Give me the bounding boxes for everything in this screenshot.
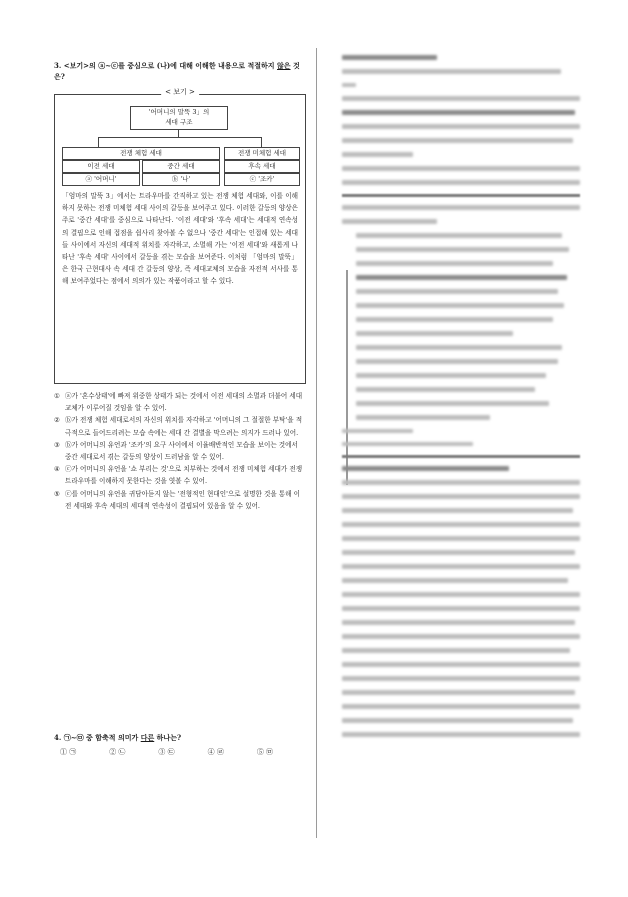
diagram-leaf-me: ⓑ '나' [142,173,220,186]
left-column [54,60,306,512]
diagram-group-war-unexperienced: 전쟁 미체험 세대 [224,147,300,160]
choice-4[interactable]: ④ ⓒ가 어머니의 유언을 '쇼 부리는 것'으로 치부하는 것에서 전쟁 미체험 세대가 전쟁 트라우마를 이해하지 못한다는 것을 엿볼 수 있어. [54,465,303,486]
q4-option-5[interactable]: ⑤ ㉤ [256,748,274,756]
choice-1[interactable]: ① ⓐ가 '혼수상태'에 빠져 위중한 상태가 되는 것에서 이전 세대의 소멸과 더불어 세대교체가 이루어질 것임을 알 수 있어. [54,392,303,413]
choice-2[interactable]: ② ⓑ가 전쟁 체험 세대로서의 자신의 위치를 자각하고 '어머니의 그 절절한 부탁'을 적극적으로 들어드리려는 모습 속에는 세대 간 결별을 막으려는 의지가 드러나 있어. [54,416,303,437]
diagram-leaf-nephew: ⓒ '조카' [224,173,300,186]
right-column-blurred [342,55,580,746]
q4-option-4[interactable]: ④ ㉣ [207,748,224,756]
column-divider [316,48,317,838]
diagram-sub-following: 후속 세대 [224,160,300,173]
q4-option-3[interactable]: ③ ㉢ [158,748,175,756]
q4-option-1[interactable]: ① ㉠ [60,748,77,756]
bogi-text: 「엄마의 말뚝 3」에서는 트라우마를 간직하고 있는 전쟁 체험 세대와, 이를 이해하지 못하는 전쟁 미체험 세대 사이의 갈등을 보여주고 있다. 이러한 갈등의 양상은 주로 '중간 세대'를 중심으로 나타난다. '이전 세대'와 '후속 세대'는 세대적 연속성의 결핍으로 인해 접점을 쉽사리 찾아볼 수 없으나 '중간 세대'는 인접해 있는 세대들 사이에서 자신의 세대적 위치를 자각하고, 소멸해 가는 '이전 세대'와 새롭게 나타난 '후속 세대' 사이에서 갈등을 겪는 모습을 보여준다. 이처럼 「엄마의 말뚝」은 한국 근현대사 속 세대 간 갈등의 양상, 즉 세대교체의 모습을 자전적 서사를 통해 보여주었다는 점에서 의의가 있는 작품이라고 할 수 있다. [62,192,298,286]
bogi-box [54,88,306,384]
question-4-title: 4. ㉠~㉤ 중 함축적 의미가 다른 하나는? [54,733,182,742]
diagram-leaf-mother: ⓐ '어머니' [62,173,140,186]
choice-5[interactable]: ⑤ ⓒ를 어머니의 유언을 귀담아듣지 않는 '전형적인 현대인'으로 설명한 것을 통해 이전 세대와 후속 세대의 세대적 연속성이 결핍되어 있음을 알 수 있어. [54,489,301,510]
question-4 [54,732,306,758]
diagram-root-node: '어머니의 말뚝 3」의 세대 구조 [130,106,228,130]
diagram-sub-middle: 중간 세대 [142,160,220,173]
diagram-sub-previous: 이전 세대 [62,160,140,173]
question-3-choices [54,390,306,512]
q4-option-2[interactable]: ② ㉡ [109,748,126,756]
question-3-title: 3. <보기>의 ⓐ~ⓒ를 중심으로 (나)에 대해 이해한 내용으로 적절하지 않은 것은? [54,61,300,81]
choice-3[interactable]: ③ ⓑ가 어머니의 유언과 '조카'의 요구 사이에서 이율배반적인 모습을 보이는 것에서 중간 세대로서 겪는 갈등의 양상이 드러남을 알 수 있어. [54,440,298,462]
bogi-label: < 보기 > [161,87,199,97]
diagram-group-war-experienced: 전쟁 체험 세대 [62,147,220,160]
question-4-options [54,747,306,758]
